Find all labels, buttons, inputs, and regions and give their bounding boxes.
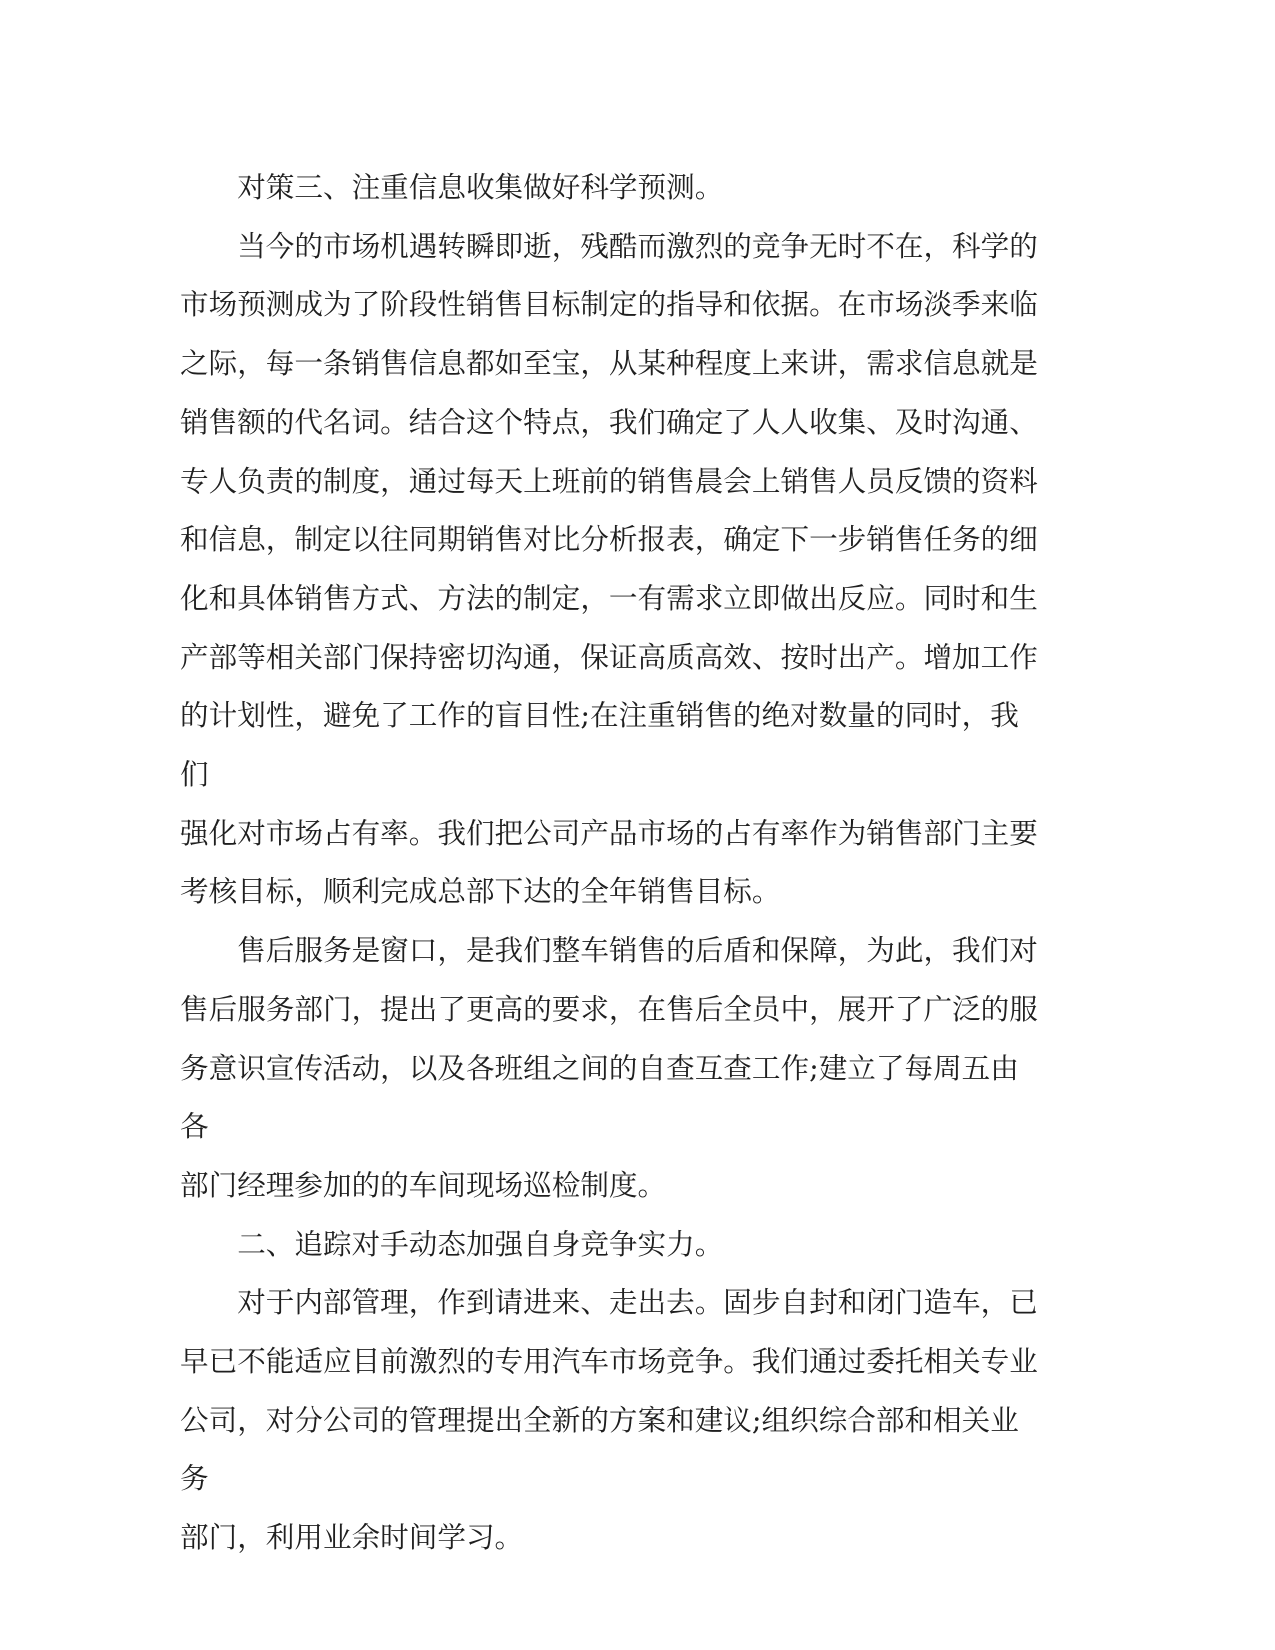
paragraph-internal-management <box>180 1273 1040 1567</box>
text-line: 市场预测成为了阶段性销售目标制定的指导和依据。在市场淡季来临 <box>180 287 1038 322</box>
text-line: 售后服务部门，提出了更高的要求，在售后全员中，展开了广泛的服 <box>180 991 1038 1026</box>
paragraph-market-forecast <box>180 217 1040 921</box>
text-line: 销售额的代名词。结合这个特点，我们确定了人人收集、及时沟通、 <box>180 404 1038 439</box>
text-line: 对于内部管理，作到请进来、走出去。固步自封和闭门造车，已 <box>237 1285 1038 1320</box>
section-heading-competitor-tracking: 二、追踪对手动态加强自身竞争实力。 <box>237 1226 724 1261</box>
document-body <box>180 158 1040 1567</box>
text-line: 当今的市场机遇转瞬即逝，残酷而激烈的竞争无时不在，科学的 <box>237 228 1038 263</box>
text-line: 化和具体销售方式、方法的制定，一有需求立即做出反应。同时和生 <box>180 580 1038 615</box>
text-line: 部门，利用业余时间学习。 <box>180 1520 524 1555</box>
text-line: 之际，每一条销售信息都如至宝，从某种程度上来讲，需求信息就是 <box>180 346 1038 381</box>
text-line: 务意识宣传活动，以及各班组之间的自查互查工作;建立了每周五由各 <box>180 1050 1019 1144</box>
text-line: 考核目标，顺利完成总部下达的全年销售目标。 <box>180 874 781 909</box>
text-line: 早已不能适应目前激烈的专用汽车市场竞争。我们通过委托相关专业 <box>180 1344 1038 1379</box>
text-line: 公司，对分公司的管理提出全新的方案和建议;组织综合部和相关业务 <box>180 1402 1019 1496</box>
text-line: 专人负责的制度，通过每天上班前的销售晨会上销售人员反馈的资料 <box>180 463 1038 498</box>
text-line: 产部等相关部门保持密切沟通，保证高质高效、按时出产。增加工作 <box>180 639 1038 674</box>
section-heading-strategy-three: 对策三、注重信息收集做好科学预测。 <box>237 170 724 204</box>
paragraph-after-sales-service <box>180 921 1040 1215</box>
text-line: 的计划性，避免了工作的盲目性;在注重销售的绝对数量的同时，我们 <box>180 698 1019 792</box>
text-line: 和信息，制定以往同期销售对比分析报表，确定下一步销售任务的细 <box>180 522 1038 557</box>
text-line: 强化对市场占有率。我们把公司产品市场的占有率作为销售部门主要 <box>180 815 1038 850</box>
text-line: 部门经理参加的的车间现场巡检制度。 <box>180 1167 667 1202</box>
text-line: 售后服务是窗口，是我们整车销售的后盾和保障，为此，我们对 <box>237 933 1038 968</box>
